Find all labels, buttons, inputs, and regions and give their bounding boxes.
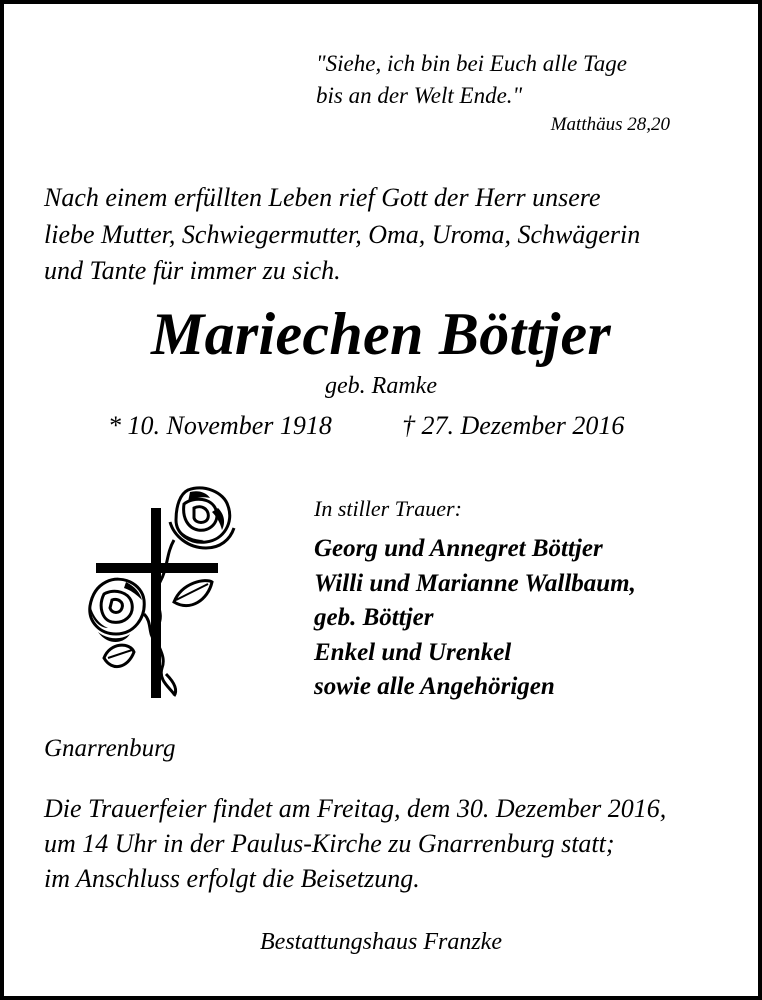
undertaker-name: Bestattungshaus Franzke	[260, 929, 502, 955]
mourner-line: sowie alle Angehörigen	[314, 673, 555, 700]
mourner-line: Enkel und Urenkel	[314, 638, 512, 666]
bible-quote	[316, 48, 627, 112]
maiden-name-text: geb. Ramke	[325, 373, 437, 399]
mourner-line: Willi und Marianne Wallbaum,	[314, 569, 636, 597]
service-line: im Anschluss erfolgt die Beisetzung.	[44, 864, 420, 893]
mourner-line: geb. Böttjer	[314, 604, 434, 631]
death-date: † 27. Dezember 2016	[402, 411, 625, 440]
maiden-name	[4, 370, 758, 402]
mourner-line: Georg und Annegret Böttjer	[314, 535, 603, 562]
intro-text	[44, 180, 640, 290]
place-name: Gnarrenburg	[44, 735, 176, 762]
mourners-list	[314, 532, 636, 705]
service-line: Die Trauerfeier findet am Freitag, dem 30. Dezember 2016,	[44, 794, 667, 823]
intro-line: liebe Mutter, Schwiegermutter, Oma, Uroma, Schwägerin	[44, 219, 641, 249]
service-line: um 14 Uhr in der Paulus-Kirche zu Gnarrenburg statt;	[44, 829, 615, 858]
intro-line: und Tante für immer zu sich.	[44, 256, 341, 285]
birth-date: * 10. November 1918	[108, 411, 332, 440]
funeral-service-info	[44, 791, 666, 896]
cross-with-roses-icon	[78, 482, 248, 702]
mourning-label: In stiller Trauer:	[314, 496, 462, 521]
intro-line: Nach einem erfüllten Leben rief Gott der Herr unsere	[44, 183, 601, 212]
bible-quote-source: Matthäus 28,20	[550, 114, 670, 135]
bible-quote-line: bis an der Welt Ende."	[316, 83, 523, 108]
bible-quote-line: "Siehe, ich bin bei Euch alle Tage	[316, 51, 627, 76]
deceased-name: Mariechen Böttjer	[150, 301, 612, 367]
